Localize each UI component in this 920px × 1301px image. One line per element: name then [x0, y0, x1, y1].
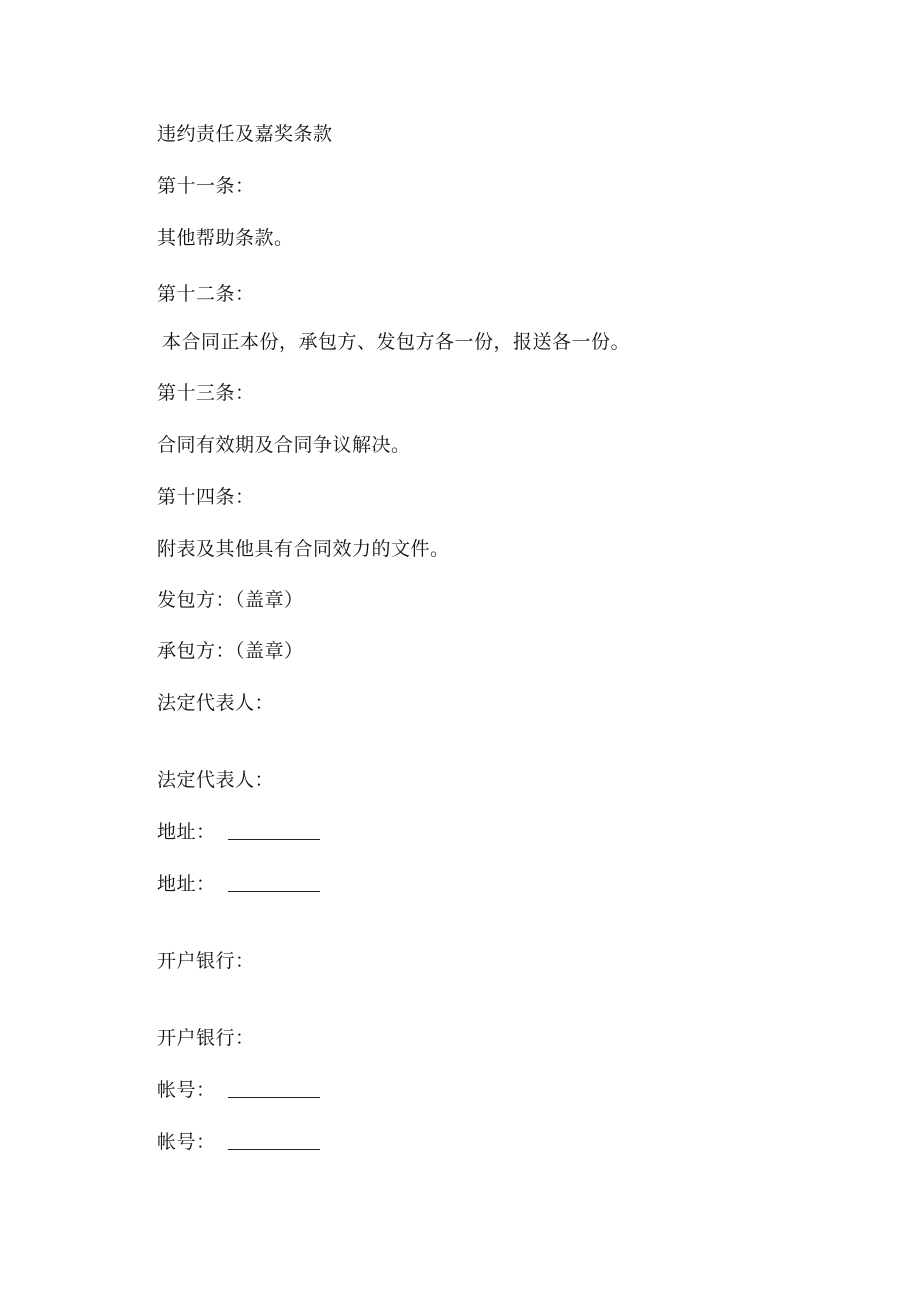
address-line-2 — [157, 872, 320, 896]
legal-rep-line-1: 法定代表人： — [157, 692, 275, 714]
bank-line-2: 开户银行： — [157, 1027, 255, 1049]
attachments-clause: 附表及其他具有合同效力的文件。 — [157, 538, 450, 560]
validity-clause: 合同有效期及合同争议解决。 — [157, 434, 411, 456]
employer-seal-line: 发包方：（盖章） — [157, 589, 304, 611]
bank-line-1: 开户银行： — [157, 950, 255, 972]
address-blank-2 — [228, 873, 320, 892]
account-line-1 — [157, 1078, 320, 1102]
account-blank-2 — [228, 1131, 320, 1150]
contractor-seal-line: 承包方：（盖章） — [157, 640, 304, 662]
account-line-2 — [157, 1130, 320, 1154]
other-help-clause: 其他帮助条款。 — [157, 227, 294, 249]
article-11-label: 第十一条： — [157, 175, 255, 197]
copies-clause: 本合同正本份，承包方、发包方各一份，报送各一份。 — [162, 331, 631, 353]
article-12-label: 第十二条： — [157, 283, 255, 305]
article-14-label: 第十四条： — [157, 486, 255, 508]
breach-heading: 违约责任及嘉奖条款 — [157, 123, 333, 145]
legal-rep-line-2: 法定代表人： — [157, 769, 275, 791]
account-blank-1 — [228, 1079, 320, 1098]
article-13-label: 第十三条： — [157, 382, 255, 404]
address-line-1 — [157, 820, 320, 844]
account-label-1: 帐号： — [157, 1079, 216, 1101]
address-blank-1 — [228, 821, 320, 840]
address-label-1: 地址： — [157, 821, 216, 843]
account-label-2: 帐号： — [157, 1131, 216, 1153]
address-label-2: 地址： — [157, 873, 216, 895]
